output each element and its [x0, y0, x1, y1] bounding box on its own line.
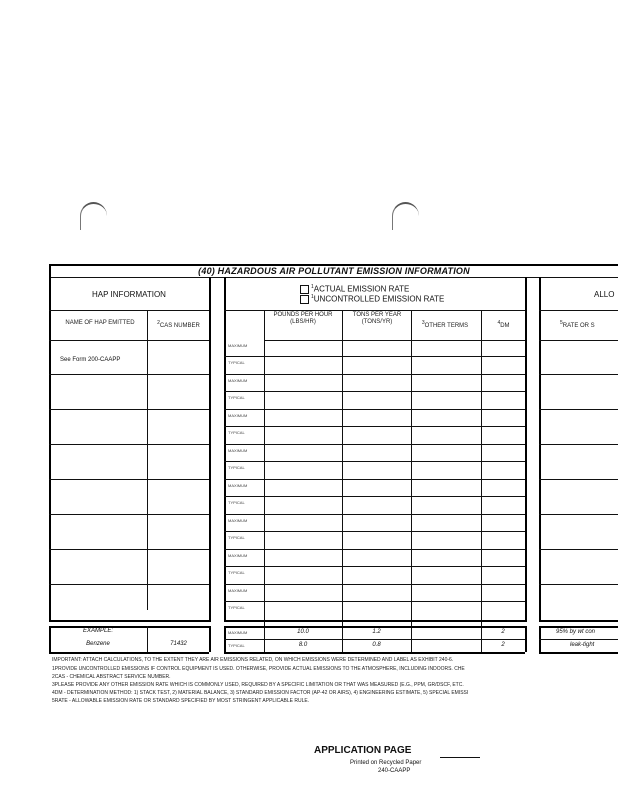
example-typ-tons: 0.8 [372, 642, 381, 648]
col-dm-header: $^4$DM [497, 320, 510, 329]
row-label-typical: TYPICAL [228, 430, 245, 435]
allowable-header: ALLO [594, 290, 615, 299]
example-typ-lbs: 8.0 [298, 642, 308, 648]
row-label-maximum: MAXIMUM [228, 553, 248, 558]
section-title: (40) HAZARDOUS AIR POLLUTANT EMISSION INFORMATION [198, 266, 470, 276]
example-label: EXAMPLE: [82, 628, 113, 634]
col-cas-header: $^2$CAS NUMBER [157, 320, 200, 329]
footnote-4: 4DM - DETERMINATION METHOD: 1) STACK TEST, 2) MATERIAL BALANCE, 3) STANDARD EMISSION FACTOR (AP-42 OR AIRS), 4) ENGINEERING ESTIMATE, 5) SPECIAL EMISSI [52, 690, 469, 696]
actual-emission-checkbox[interactable] [300, 285, 309, 294]
footnote-5: 5RATE - ALLOWABLE EMISSION RATE OR STANDARD SPECIFIED BY MOST STRINGENT APPLICABLE RULE. [52, 698, 310, 704]
footnote-3: 3PLEASE PROVIDE ANY OTHER EMISSION RATE WHICH IS COMMONLY USED, REQUIRED BY A SPECIFIC LIMITATION OR THAT WAS MEASURED (E.G., PPM, GR/DSCF, ETC. [52, 682, 464, 688]
example-cas-number: 71432 [170, 641, 187, 647]
uncontrolled-emission-option[interactable]: $^1$UNCONTROLLED EMISSION RATE [300, 294, 444, 304]
uncontrolled-emission-checkbox[interactable] [300, 295, 309, 304]
example-label-typical: TYPICAL [228, 643, 245, 648]
hole-punch-mark-left [80, 202, 107, 230]
footnote-2: 2CAS - CHEMICAL ABSTRACT SERVICE NUMBER. [52, 674, 171, 680]
printed-on-recycled: Printed on Recycled Paper [350, 760, 422, 766]
row-label-typical: TYPICAL [228, 605, 245, 610]
col-other-header: $^3$OTHER TERMS [421, 320, 469, 329]
row-label-maximum: MAXIMUM [228, 343, 248, 348]
row-label-typical: TYPICAL [228, 465, 245, 470]
first-row-hap-name[interactable]: See Form 200-CAAPP [60, 357, 121, 363]
footnote-1: 1PROVIDE UNCONTROLLED EMISSIONS IF CONTROL EQUIPMENT IS USED. OTHERWISE, PROVIDE ACTUAL EMISSIONS TO THE ATMOSPHERE, INCLUDING INDOORS. CHE [52, 666, 465, 672]
col-rate-header: $^5$RATE OR S [560, 320, 595, 329]
row-label-maximum: MAXIMUM [228, 448, 248, 453]
application-page-number-field[interactable] [440, 757, 480, 758]
row-label-maximum: MAXIMUM [228, 588, 248, 593]
row-label-maximum: MAXIMUM [228, 518, 248, 523]
col-name-header: NAME OF HAP EMITTED [65, 320, 135, 326]
row-label-maximum: MAXIMUM [228, 378, 248, 383]
col-tons-header: TONS PER YEAR (TONS/YR) [352, 312, 402, 325]
example-rate-typ: leak-tight [570, 642, 595, 648]
example-max-tons: 1.2 [372, 629, 381, 635]
row-label-typical: TYPICAL [228, 535, 245, 540]
example-label-maximum: MAXIMUM [228, 630, 248, 635]
form-number: 240-CAAPP [378, 768, 411, 774]
application-page-label: APPLICATION PAGE [314, 745, 412, 756]
row-label-typical: TYPICAL [228, 500, 245, 505]
example-max-dm: 2 [501, 629, 505, 635]
row-label-typical: TYPICAL [228, 395, 245, 400]
example-hap-name: Benzene [86, 641, 110, 647]
row-label-maximum: MAXIMUM [228, 483, 248, 488]
example-typ-dm: 2 [501, 642, 505, 648]
row-label-maximum: MAXIMUM [228, 413, 248, 418]
example-rate-max: 95% by wt con [556, 629, 596, 635]
hole-punch-mark-right [392, 202, 419, 230]
hap-information-header: HAP INFORMATION [92, 290, 166, 299]
row-label-typical: TYPICAL [228, 360, 245, 365]
row-label-typical: TYPICAL [228, 570, 245, 575]
footnote-important: IMPORTANT: ATTACH CALCULATIONS, TO THE EXTENT THEY ARE AIR EMISSIONS RELATED, ON WHICH EMISSIONS WERE DETERMINED AND LABEL AS EXHIBIT 240-6. [52, 657, 454, 663]
example-max-lbs: 10.0 [297, 629, 309, 635]
col-lbs-header: POUNDS PER HOUR (LBS/HR) [273, 312, 333, 325]
actual-emission-option[interactable]: $^1$ACTUAL EMISSION RATE [300, 284, 409, 294]
